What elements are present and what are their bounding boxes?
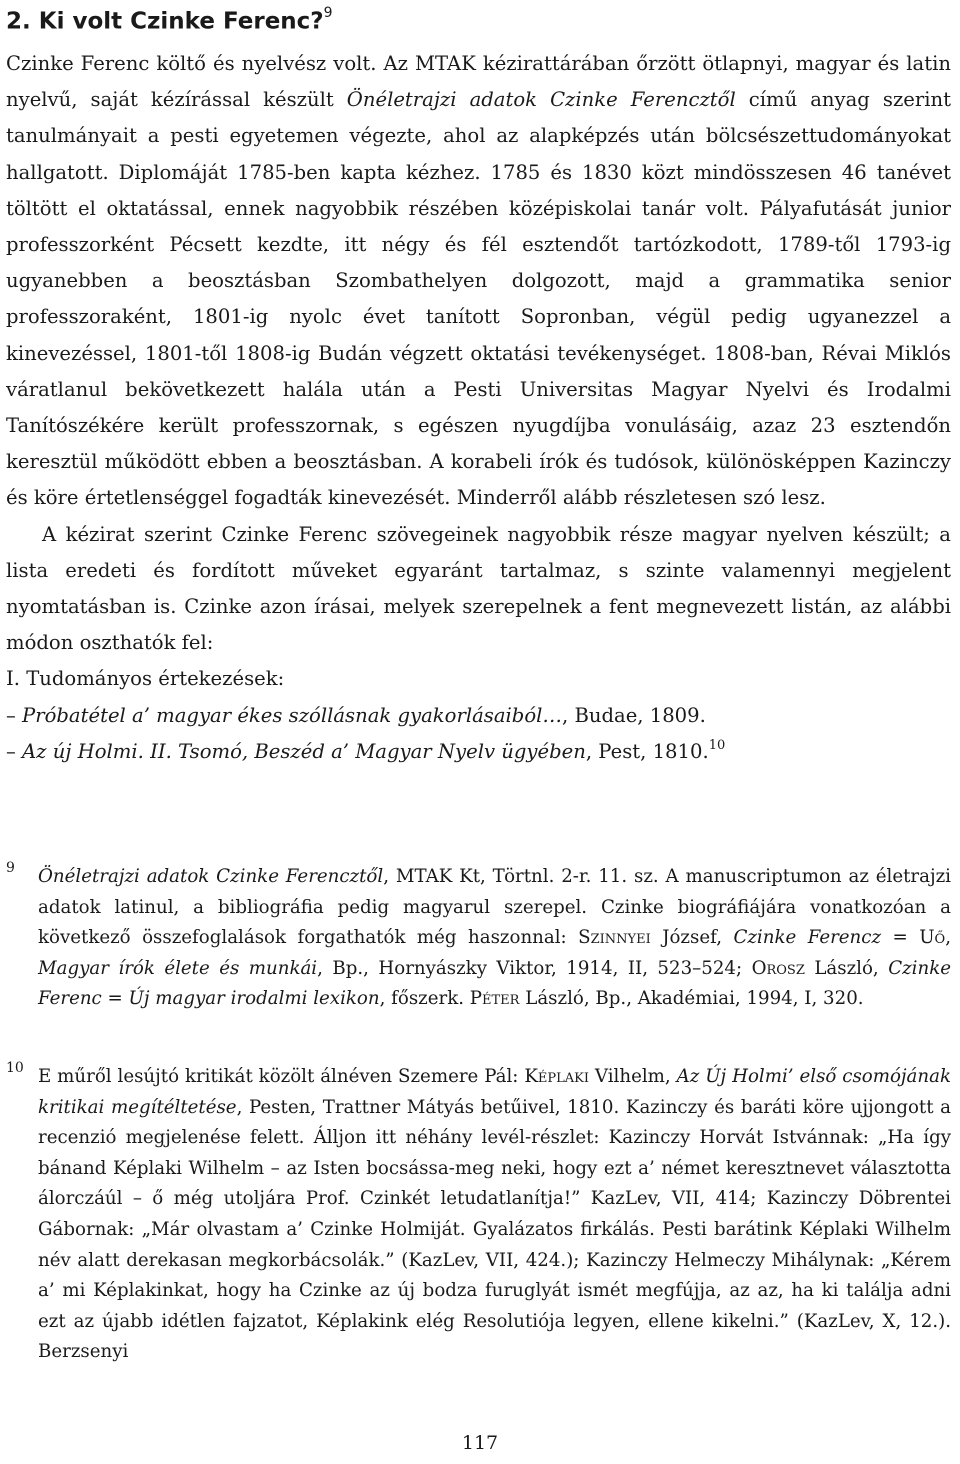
work-title: Próbatétel a’ magyar ékes szóllásnak gyakorlásaiból…: [22, 703, 562, 727]
fn-text: József,: [650, 927, 734, 949]
fn-title: Magyar írók élete és munkái: [38, 957, 318, 979]
fn-title: Czinke Ferencz: [733, 927, 882, 949]
paragraph-1: [6, 46, 951, 517]
fn-text: László, Bp., Akadémiai, 1994, I, 320.: [519, 988, 864, 1010]
paragraph-2: A kézirat szerint Czinke Ferenc szövegeinek nagyobbik része magyar nyelven készült; a lista eredeti és fordított műveket egyaránt tartalmaz, s szinte valamennyi megjelent nyomtatásban is. Czinke azon írásai, melyek szerepelnek a fent megnevezett listán, az alábbi módon oszthatók fel:: [6, 522, 951, 655]
main-text: [6, 46, 951, 773]
fn-text: =: [881, 927, 920, 949]
list-heading: I. Tudományos értekezések:: [6, 667, 285, 691]
paragraph-1-text: Czinke Ferenc költő és nyelvész volt. Az MTAK kézirattárában őrzött ötlapnyi, magyar és latin nyelvű, saját kézírással készült: [6, 52, 951, 112]
section-title: Ki volt Czinke Ferenc?: [38, 8, 324, 35]
footnote-9: [38, 862, 951, 1015]
footnote-10: [38, 1062, 951, 1368]
fn-text: , Bp., Hornyászky Viktor, 1914, II, 523–524;: [317, 957, 752, 979]
works-list: [6, 661, 951, 773]
fn-author: Szinnyei: [578, 927, 651, 949]
work-title: Az új Holmi. II. Tsomó, Beszéd a’ Magyar Nyelv ügyében: [22, 739, 586, 763]
list-dash: –: [6, 703, 23, 727]
fn-text: , Pesten, Trattner Mátyás betűivel, 1810. Kazinczy és baráti köre ujjongott a recenzió megjelenése felett. Álljon itt néhány levél-részlet: Kazinczy Horvát Istvánnak: „Ha így bánand Képlaki Wilhelm – az Isten bocsássa-meg neki, hogy ezt a’ német keresztnevet választotta álorczáúl – ő még utoljára Prof. Czinkét letudatlanítja!” KazLev, VII, 414; Kazinczy Döbrentei Gábornak: „Már olvastam a’ Czinke Holmiját. Gyalázatos firkálás. Pesti barátink Képlaki Wilhelm név alatt derekasan megkorbácsolák.” (KazLev, VII, 424.); Kazinczy Helmeczy Mihálynak: „Kérem a’ mi Képlakinkat, hogy ha Czinke az új bodza furuglyát ismét megfújja, az az, ha ki találja adni ezt az újabb idétlen fajzatot, Képlakink elég Resolutiója legyen, ellene kikelni.” (KazLev, X, 12.). Berzsenyi: [38, 1096, 952, 1363]
footnote-ref-10[interactable]: 10: [708, 737, 726, 753]
work-details: , Budae, 1809.: [562, 703, 706, 727]
fn-author: Uő: [919, 927, 946, 949]
list-dash: –: [6, 739, 23, 763]
footnote-ref-9[interactable]: 9: [323, 5, 333, 21]
fn-text: ,: [945, 927, 951, 949]
fn-title: Önéletrajzi adatok Czinke Ferencztől: [38, 866, 384, 887]
section-number: 2.: [6, 8, 31, 35]
paragraph-1-text-cont: című anyag szerint tanulmányait a pesti egyetemen végezte, ahol az alapképzés után bölcsészettudományokat hallgatott. Diplomáját 1785-ben kapta kézhez. 1785 és 1830 közt mindösszesen 46 tanévet töltött el oktatással, ennek nagyobbik részében középiskolai tanár volt. Pályafutását junior professzorként Pécsett kezdte, itt négy és fél esztendőt tartózkodott, 1789-től 1793-ig ugyanebben a beosztásban Szombathelyen dolgozott, majd a grammatika senior professzoraként, 1801-ig nyolc évet tanított Sopronban, végül pedig ugyanezzel a kinevezéssel, 1801-től 1808-ig Budán végzett oktatási tevékenységet. 1808-ban, Révai Miklós váratlanul bekövetkezett halála után a Pesti Universitas Magyar Nyelvi és Irodalmi Tanítószékére került professzornak, s egészen nyugdíjba vonulásáig, azaz 23 esztendőn keresztül működött ebben a beosztásban. A korabeli írók és tudósok, különösképpen Kazinczy és köre értetlenséggel fogadták kinevezését. Minderről alább részletesen szó lesz.: [6, 88, 951, 510]
fn-title: Czinke Ferenc = Új magyar irodalmi lexikon: [38, 957, 952, 1010]
fn-text: László,: [804, 957, 889, 979]
fn-author: Képlaki: [524, 1066, 590, 1087]
work-details: , Pest, 1810.: [585, 739, 709, 763]
fn-text: E műről lesújtó kritikát közölt álnéven Szemere Pál:: [38, 1066, 525, 1087]
fn-author: Orosz: [751, 957, 805, 979]
section-heading: [6, 2, 333, 36]
fn-author: Péter: [469, 988, 520, 1010]
manuscript-title: Önéletrajzi adatok Czinke Ferencztől: [346, 88, 736, 112]
list-item: [6, 698, 951, 734]
list-item: [6, 734, 951, 773]
fn-text: , főszerk.: [379, 988, 470, 1010]
fn-text: Vilhelm,: [589, 1066, 677, 1087]
footnote-text: [38, 862, 951, 1015]
footnote-text: [38, 1062, 951, 1368]
fn-text: , MTAK Kt, Törtnl. 2-r. 11. sz. A manuscriptumon az életrajzi adatok latinul, a bibliográfia pedig magyarul szerepel. Czinke biográfiájára vonatkozóan a következő összefoglalások forgathatók még haszonnal:: [38, 866, 951, 949]
footnote-number: 10: [6, 1060, 24, 1076]
footnote-number: 9: [6, 860, 15, 876]
page-number: 117: [461, 1432, 499, 1454]
fn-title: Az Új Holmi’ első csomójának kritikai megítéltetése: [38, 1066, 951, 1118]
